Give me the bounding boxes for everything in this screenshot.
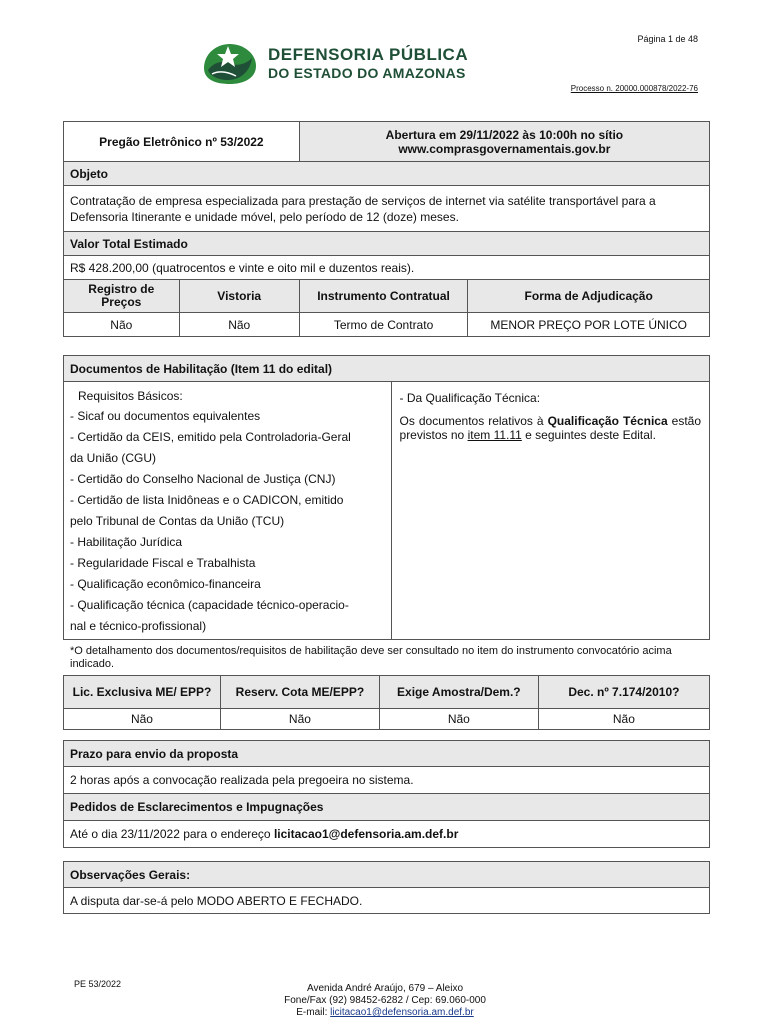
observacoes-text: A disputa dar-se-á pelo MODO ABERTO E FECHADO.: [64, 888, 710, 914]
qualificacao-text-bold: Qualificação Técnica: [547, 414, 668, 428]
list-item: - Certidão do Conselho Nacional de Justiça (CNJ): [70, 472, 336, 486]
prazo-label: Prazo para envio da proposta: [64, 741, 710, 767]
footer-line2: Fone/Fax (92) 98452-6282 / Cep: 69.060-000: [284, 995, 486, 1006]
list-item: - Sicaf ou documentos equivalentes: [70, 409, 261, 423]
header-exclusiva: Lic. Exclusiva ME/ EPP?: [64, 676, 221, 709]
observacoes-label: Observações Gerais:: [64, 862, 710, 888]
logo-subtitle: DO ESTADO DO AMAZONAS: [268, 65, 466, 81]
value-exclusiva: Não: [64, 709, 221, 730]
habilitacao-box: [63, 355, 710, 640]
list-item: - Habilitação Jurídica: [70, 535, 183, 549]
logo: [198, 40, 498, 86]
page-number: Página 1 de 48: [637, 34, 698, 44]
qualificacao-cell: [391, 382, 709, 640]
value-instrumento: Termo de Contrato: [299, 313, 468, 337]
footer-email-line: [0, 1007, 770, 1019]
list-item: - Certidão da CEIS, emitido pela Controladoria-Geral: [70, 430, 351, 444]
pedidos-email: licitacao1@defensoria.am.def.br: [273, 827, 459, 841]
processo-number: Processo n. 20000.000878/2022-76: [570, 84, 698, 93]
prazo-box: [63, 740, 710, 848]
footer-email-link[interactable]: licitacao1@defensoria.am.def.br: [330, 1007, 474, 1018]
header-vistoria: Vistoria: [179, 280, 299, 313]
habilitacao-note: *O detalhamento dos documentos/requisitos de habilitação deve ser consultado no item do instrumento convocatório acima indicado.: [70, 645, 672, 670]
qualificacao-header: - Da Qualificação Técnica:: [399, 391, 541, 405]
observacoes-box: [63, 861, 710, 914]
abertura-line1: Abertura em 29/11/2022 às 10:00h no sítio: [385, 127, 624, 142]
value-adjudicacao: MENOR PREÇO POR LOTE ÚNICO: [468, 313, 710, 337]
footer-doc-ref: PE 53/2022: [74, 979, 122, 989]
list-item: - Qualificação técnica (capacidade técnico-operacio-: [70, 598, 349, 612]
header-adjudicacao: Forma de Adjudicação: [468, 280, 710, 313]
value-vistoria: Não: [179, 313, 299, 337]
list-item: pelo Tribunal de Contas da União (TCU): [70, 514, 285, 528]
habilitacao-title: Documentos de Habilitação (Item 11 do edital): [64, 356, 710, 382]
pedidos-text-part: Até o dia 23/11/2022 para o endereço: [70, 827, 274, 841]
valor-text: R$ 428.200,00 (quatrocentos e vinte e oito mil e duzentos reais).: [64, 256, 710, 280]
header-amostra: Exige Amostra/Dem.?: [379, 676, 538, 709]
abertura-cell: [299, 122, 709, 162]
header-registro: Registro de Preços: [64, 280, 180, 313]
list-item: - Qualificação econômico-financeira: [70, 577, 261, 591]
footer-email-label: E-mail:: [296, 1007, 331, 1018]
list-item: - Regularidade Fiscal e Trabalhista: [70, 556, 256, 570]
qualificacao-text-part: estão previstos no: [399, 414, 701, 442]
pedidos-label: Pedidos de Esclarecimentos e Impugnações: [64, 794, 710, 821]
flags-box: [63, 675, 710, 730]
valor-label: Valor Total Estimado: [64, 232, 710, 256]
qualificacao-text-part: Os documentos relativos à: [399, 414, 548, 428]
list-item: nal e técnico-profissional): [70, 619, 207, 633]
objeto-label: Objeto: [64, 162, 710, 186]
list-item: - Certidão de lista Inidôneas e o CADICON, emitido: [70, 493, 344, 507]
objeto-text: Contratação de empresa especializada para prestação de serviços de internet via satélite transportável para a Defensoria Itinerante e unidade móvel, pelo período de 12 (doze) meses.: [64, 186, 710, 232]
value-decreto: Não: [538, 709, 709, 730]
qualificacao-text: [400, 414, 701, 442]
value-amostra: Não: [379, 709, 538, 730]
requisitos-list: [70, 406, 385, 637]
summary-box: [63, 121, 710, 337]
list-item: da União (CGU): [70, 451, 157, 465]
prazo-text: 2 horas após a convocação realizada pela pregoeira no sistema.: [64, 767, 710, 794]
value-cota: Não: [220, 709, 379, 730]
item-reference-link: item 11.11: [467, 428, 522, 442]
header-cota: Reserv. Cota ME/EPP?: [220, 676, 379, 709]
requisitos-header: Requisitos Básicos:: [78, 389, 183, 403]
pedidos-text: [64, 821, 710, 848]
header-instrumento: Instrumento Contratual: [299, 280, 468, 313]
qualificacao-text-part: e seguintes deste Edital.: [521, 428, 656, 442]
requisitos-cell: [64, 382, 392, 640]
logo-title: DEFENSORIA PÚBLICA: [268, 45, 469, 64]
pregao-title: Pregão Eletrônico nº 53/2022: [64, 122, 300, 162]
logo-emblem-icon: [198, 40, 260, 86]
value-registro: Não: [64, 313, 180, 337]
footer-line1: Avenida André Araújo, 679 – Aleixo: [306, 983, 464, 994]
header-decreto: Dec. nº 7.174/2010?: [538, 676, 709, 709]
abertura-site: www.comprasgovernamentais.gov.br: [398, 141, 611, 156]
footer-address: [0, 983, 770, 1019]
